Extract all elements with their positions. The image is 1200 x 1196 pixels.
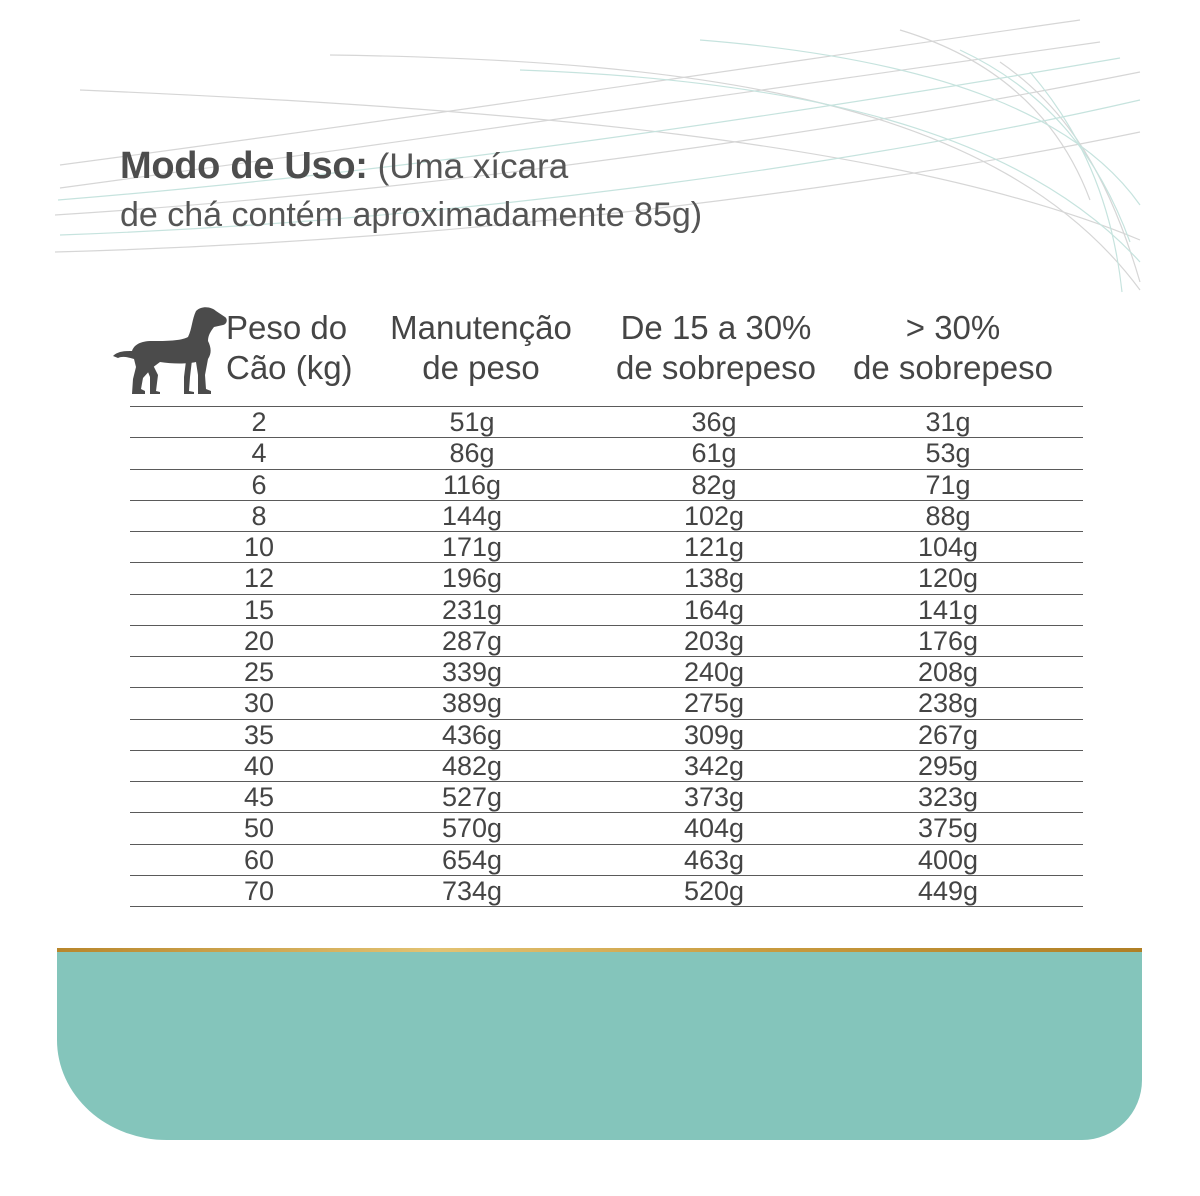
cell-maintenance: 570g [441,813,503,844]
header-maintenance-line1: Manutenção [390,309,572,346]
cell-overweight-over-30: 53g [925,438,971,469]
cell-maintenance: 144g [441,500,503,531]
cell-overweight-over-30: 208g [917,657,979,687]
table-row [130,657,1083,688]
cell-dog-weight: 50 [243,813,275,844]
header-overweight-over-30-line1: > 30% [905,309,1001,346]
cell-overweight-15-30: 463g [683,844,745,875]
cell-dog-weight: 40 [243,750,275,781]
cell-dog-weight: 30 [243,688,275,719]
header-dog-weight-line1: Peso do [226,309,348,346]
cell-overweight-15-30: 309g [683,719,745,750]
cell-overweight-over-30: 104g [917,532,979,562]
cell-overweight-15-30: 240g [683,657,745,687]
cell-dog-weight: 6 [251,469,267,500]
usage-title-bold: Modo de Uso: [120,145,368,187]
table-row [130,751,1083,782]
table-row [130,782,1083,813]
cell-dog-weight: 45 [243,782,275,812]
cell-dog-weight: 4 [251,438,267,469]
table-row [130,845,1083,876]
cell-maintenance: 196g [441,563,503,594]
cell-maintenance: 116g [442,469,502,500]
table-row [130,688,1083,719]
cell-overweight-15-30: 121g [683,532,745,562]
header-overweight-15-30-line2: de sobrepeso [616,349,816,386]
usage-title-note: (Uma xícara [377,147,569,186]
usage-title-note-line2: de chá contém aproximadamente 85g) [120,196,703,234]
cell-overweight-over-30: 238g [917,688,979,719]
cell-dog-weight: 70 [243,875,275,906]
cell-maintenance: 171g [441,532,503,562]
cell-maintenance: 339g [441,657,503,687]
table-row [130,876,1083,907]
cell-overweight-15-30: 275g [683,688,745,719]
cell-maintenance: 436g [441,719,503,750]
table-row [130,407,1083,438]
cell-overweight-15-30: 138g [683,563,745,594]
cell-maintenance: 86g [449,438,495,469]
cell-maintenance: 527g [441,782,503,812]
cell-overweight-over-30: 400g [917,844,979,875]
teal-footer-band [57,952,1142,1140]
table-row [130,470,1083,501]
cell-overweight-over-30: 71g [925,469,971,500]
table-row [130,501,1083,532]
table-row [130,626,1083,657]
cell-overweight-15-30: 404g [683,813,745,844]
table-row [130,438,1083,469]
cell-maintenance: 482g [441,750,503,781]
cell-overweight-over-30: 375g [917,813,979,844]
cell-overweight-over-30: 31g [925,407,971,437]
cell-overweight-15-30: 82g [691,469,737,500]
cell-maintenance: 389g [441,688,503,719]
table-row [130,813,1083,844]
cell-dog-weight: 20 [243,625,275,656]
cell-maintenance: 287g [441,625,503,656]
cell-dog-weight: 2 [251,407,267,437]
cell-dog-weight: 15 [243,594,275,625]
cell-overweight-over-30: 323g [917,782,979,812]
cell-overweight-over-30: 120g [917,563,979,594]
dog-icon [112,305,230,397]
cell-overweight-over-30: 88g [925,500,971,531]
cell-overweight-15-30: 203g [683,625,745,656]
cell-overweight-over-30: 295g [917,750,979,781]
cell-overweight-over-30: 267g [917,719,979,750]
header-dog-weight [226,308,353,388]
feeding-table [130,406,1083,907]
cell-overweight-15-30: 61g [691,438,737,469]
table-row [130,595,1083,626]
cell-dog-weight: 8 [251,500,267,531]
cell-dog-weight: 25 [243,657,275,687]
header-overweight-over-30-line2: de sobrepeso [853,349,1053,386]
header-overweight-over-30 [813,308,1093,388]
cell-overweight-15-30: 36g [691,407,737,437]
cell-overweight-over-30: 176g [917,625,979,656]
cell-dog-weight: 35 [243,719,275,750]
usage-title [120,143,568,197]
cell-overweight-over-30: 449g [917,875,979,906]
cell-maintenance: 231g [441,594,503,625]
cell-dog-weight: 10 [243,532,275,562]
cell-overweight-15-30: 373g [683,782,745,812]
cell-overweight-15-30: 342g [683,750,745,781]
cell-overweight-over-30: 141g [917,594,979,625]
cell-dog-weight: 12 [243,563,275,594]
cell-overweight-15-30: 102g [683,500,745,531]
header-overweight-15-30-line1: De 15 a 30% [620,309,812,346]
cell-overweight-15-30: 164g [683,594,745,625]
header-maintenance-line2: de peso [422,349,540,386]
cell-dog-weight: 60 [243,844,275,875]
cell-maintenance: 51g [449,407,495,437]
table-row [130,532,1083,563]
table-row [130,720,1083,751]
cell-maintenance: 734g [441,875,503,906]
table-row [130,563,1083,594]
cell-overweight-15-30: 520g [683,875,745,906]
header-dog-weight-line2: Cão (kg) [226,349,353,386]
cell-maintenance: 654g [441,844,503,875]
